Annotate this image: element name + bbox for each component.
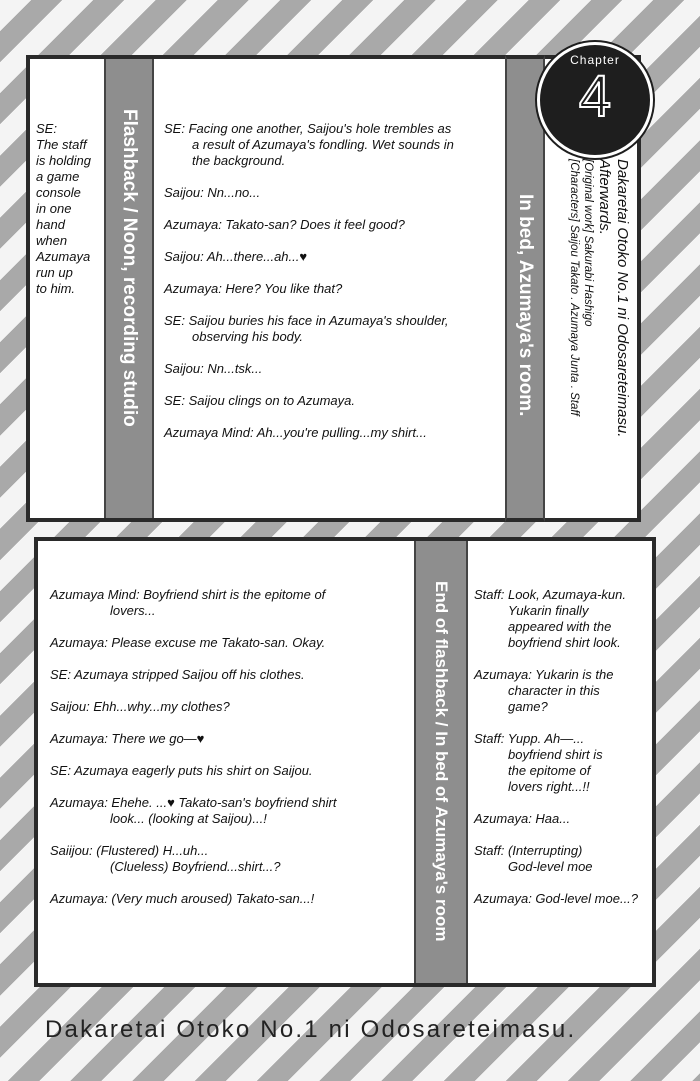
dialogue-text: SE: Facing one another, Saijou's hole trembles as <box>164 121 452 136</box>
dialogue-text: Azumaya: Takato-san? Does it feel good? <box>164 217 405 232</box>
dialogue-text: Azumaya: Please excuse me Takato-san. Okay. <box>50 635 326 650</box>
dialogue-line <box>50 699 414 715</box>
dialogue-line <box>474 843 654 875</box>
dialogue-text: Azumaya: Yukarin is the <box>474 667 614 682</box>
dialogue-line <box>164 121 504 169</box>
dialogue-text: Azumaya: Here? You like that? <box>164 281 343 296</box>
dialogue-list <box>50 587 414 907</box>
dialogue-line <box>50 731 414 747</box>
dialogue-continuation: the epitome of <box>508 763 591 778</box>
side-note-line: The staff <box>36 137 87 152</box>
scene-strip-end-flashback <box>414 541 468 983</box>
dialogue-line <box>164 425 504 441</box>
dialogue-continuation: a result of Azumaya's fondling. Wet sounds in <box>192 137 454 152</box>
dialogue-text: SE: Saijou buries his face in Azumaya's shoulder, <box>164 313 449 328</box>
side-note-line: to him. <box>36 281 76 296</box>
dialogue-line <box>50 843 414 875</box>
side-note-line: a game <box>36 169 80 184</box>
dialogue-column-left <box>38 541 414 983</box>
dialogue-line <box>50 635 414 651</box>
dialogue-text: Staff: Look, Azumaya-kun. <box>474 587 626 602</box>
dialogue-line <box>164 217 504 233</box>
dialogue-line <box>50 795 414 827</box>
dialogue-line <box>164 185 504 201</box>
chapter-number: 4 <box>578 64 612 129</box>
dialogue-continuation: observing his body. <box>192 329 304 344</box>
dialogue-line <box>474 587 654 651</box>
side-note-line: console <box>36 185 81 200</box>
dialogue-line <box>474 731 654 795</box>
top-panel <box>26 55 522 522</box>
dialogue-text: Saijou: Nn...no... <box>164 185 261 200</box>
series-title: Dakaretai Otoko No.1 ni Odosareteimasu. <box>614 159 631 438</box>
dialogue-text: SE: Azumaya stripped Saijou off his clothes. <box>50 667 305 682</box>
dialogue-line <box>50 667 414 683</box>
dialogue-line <box>50 587 414 619</box>
dialogue-text: Azumaya: There we go—♥ <box>50 731 205 746</box>
dialogue-continuation: lovers right...!! <box>508 779 590 794</box>
dialogue-text: Azumaya: Ehehe. ...♥ Takato-san's boyfriend shirt <box>50 795 337 810</box>
dialogue-text: Saijou: Ah...there...ah...♥ <box>164 249 308 264</box>
side-note-line: SE: <box>36 121 57 136</box>
dialogue-line <box>164 361 504 377</box>
dialogue-text: SE: Azumaya eagerly puts his shirt on Saijou. <box>50 763 313 778</box>
dialogue-continuation: game? <box>508 699 548 714</box>
dialogue-text: SE: Saijou clings on to Azumaya. <box>164 393 356 408</box>
scene-label-flashback: Flashback / Noon, recording studio <box>119 109 140 427</box>
dialogue-text: Saiijou: (Flustered) H...uh... <box>50 843 209 858</box>
dialogue-column <box>154 59 504 518</box>
dialogue-text: Saijou: Ehh...why...my clothes? <box>50 699 230 714</box>
side-note-line: is holding <box>36 153 91 168</box>
scene-strip-left <box>104 59 154 518</box>
dialogue-continuation: boyfriend shirt is <box>508 747 603 762</box>
side-note-line: in one <box>36 201 72 216</box>
dialogue-continuation: God-level moe <box>508 859 593 874</box>
dialogue-text: Staff: (Interrupting) <box>474 843 583 858</box>
dialogue-line <box>474 811 654 827</box>
dialogue-text: Staff: Yupp. Ah—... <box>474 731 585 746</box>
side-note-line: hand <box>36 217 65 232</box>
dialogue-continuation: (Clueless) Boyfriend...shirt...? <box>110 859 281 874</box>
dialogue-line <box>164 281 504 297</box>
chapter-label: Chapter <box>570 53 620 67</box>
dialogue-column-right <box>468 541 654 983</box>
scene-label-bed: In bed, Azumaya's room. <box>515 194 536 417</box>
dialogue-continuation: appeared with the <box>508 619 612 634</box>
dialogue-text: Azumaya Mind: Ah...you're pulling...my shirt... <box>164 425 427 440</box>
side-note-column <box>30 59 102 518</box>
scene-strip-bed <box>505 55 545 522</box>
dialogue-list <box>164 121 504 441</box>
dialogue-continuation: lovers... <box>110 603 156 618</box>
dialogue-list <box>474 587 654 907</box>
dialogue-text: Azumaya: (Very much aroused) Takato-san...! <box>50 891 315 906</box>
dialogue-line <box>164 393 504 409</box>
side-note <box>36 121 102 297</box>
dialogue-line <box>164 313 504 345</box>
dialogue-continuation: look... (looking at Saijou)...! <box>110 811 267 826</box>
dialogue-continuation: the background. <box>192 153 286 168</box>
footer-series-title: Dakaretai Otoko No.1 ni Odosareteimasu. <box>45 1016 577 1043</box>
chapter-badge <box>537 42 653 158</box>
side-note-line: Azumaya <box>36 249 91 264</box>
side-note-line: when <box>36 233 68 248</box>
dialogue-line <box>474 891 654 907</box>
dialogue-continuation: character in this <box>508 683 600 698</box>
side-note-line: run up <box>36 265 73 280</box>
series-subtitle: Afterwards. <box>596 159 613 235</box>
bottom-panel <box>34 537 656 987</box>
dialogue-text: Azumaya Mind: Boyfriend shirt is the epitome of <box>50 587 326 602</box>
dialogue-line <box>164 249 504 265</box>
dialogue-continuation: Yukarin finally <box>508 603 589 618</box>
dialogue-continuation: boyfriend shirt look. <box>508 635 621 650</box>
dialogue-line <box>50 763 414 779</box>
dialogue-text: Azumaya: God-level moe...? <box>474 891 639 906</box>
dialogue-line <box>50 891 414 907</box>
dialogue-text: Saijou: Nn...tsk... <box>164 361 263 376</box>
dialogue-line <box>474 667 654 715</box>
original-work-credit: [Original work] Sakurabi Hashigo <box>582 159 594 327</box>
scene-label-end-flashback: End of flashback / In bed of Azumaya's room <box>432 581 451 942</box>
dialogue-text: Azumaya: Haa... <box>474 811 571 826</box>
characters-credit: [Characters] Saijou Takato . Azumaya Junta . Staff <box>568 159 580 416</box>
